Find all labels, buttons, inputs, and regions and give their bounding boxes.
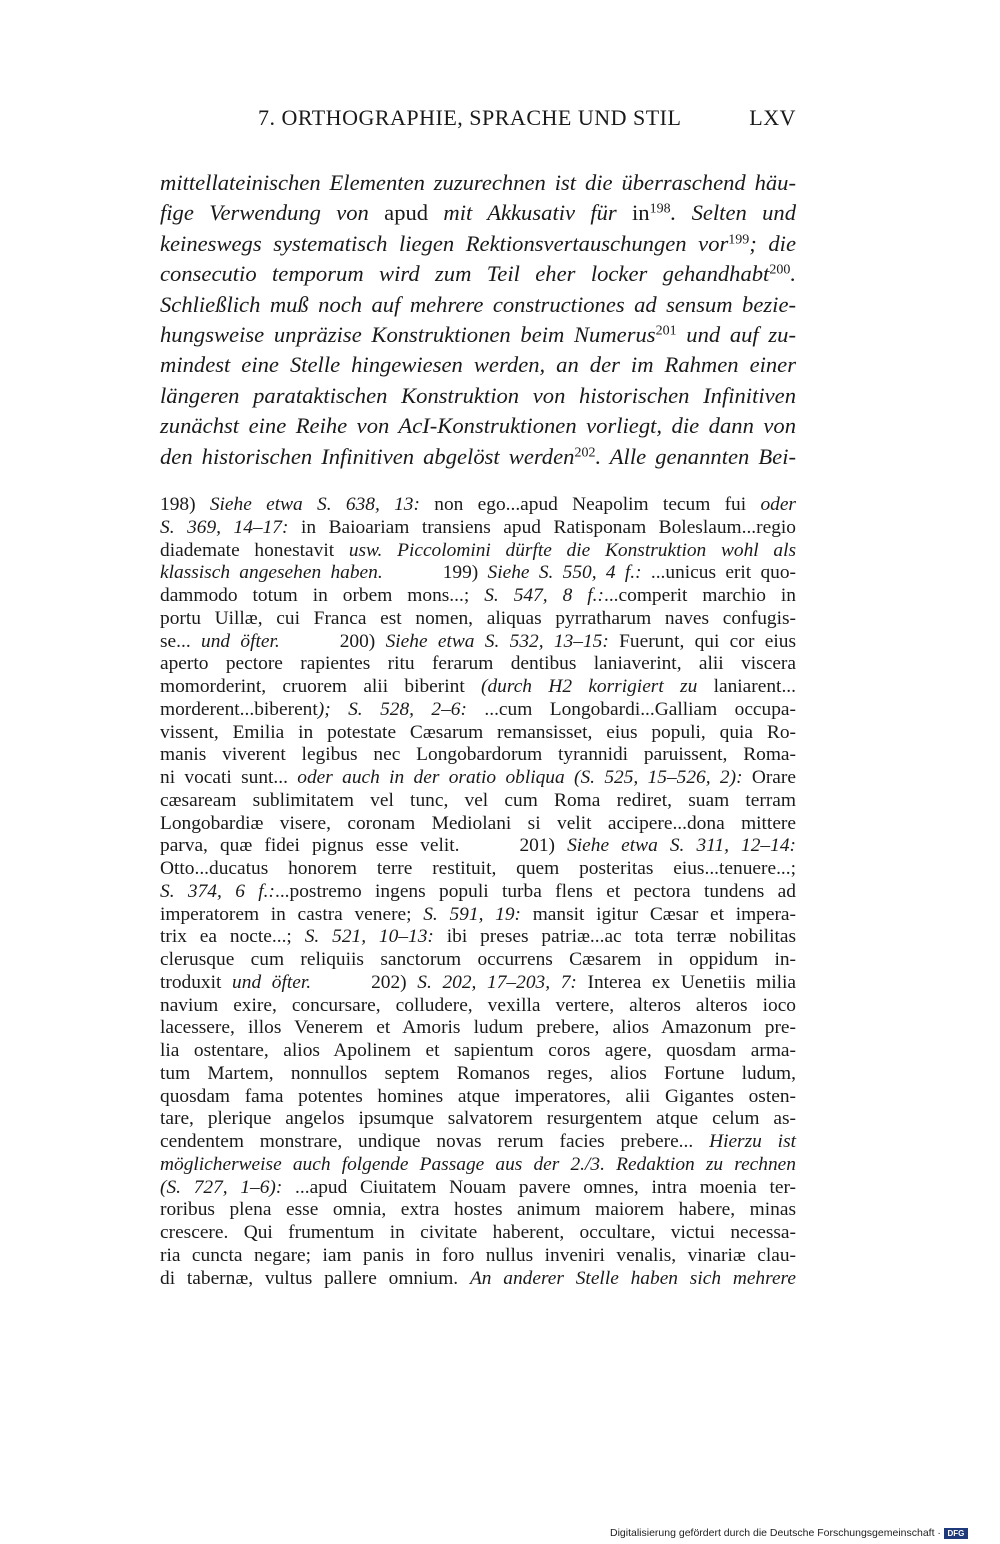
text-line: mindest eine Stelle hingewiesen werden, an der im Rahmen einer (160, 352, 796, 378)
dfg-logo: DFG (944, 1528, 968, 1539)
text-line: zunächst eine Reihe von AcI-Konstruktionen vorliegt, die dann von (160, 413, 796, 439)
footnote-line: parva, quæ fidei pignus esse velit. 201) Siehe etwa S. 311, 12–14: (160, 835, 796, 857)
chapter-title: 7. ORTHOGRAPHIE, SPRACHE UND STIL (258, 105, 682, 130)
text-line: den historischen Infinitiven abgelöst werden$^{202}$. Alle genannten Bei- (160, 443, 796, 469)
footnote-line: aperto pectore rapientes ritu ferarum dentibus laniaverint, alii viscera (160, 653, 796, 675)
running-header (160, 105, 796, 139)
footnote-line: (S. 727, 1–6): ...apud Ciuitatem Nouam pavere omnes, intra moenia ter- (160, 1176, 796, 1198)
text-line: fige Verwendung von apud mit Akkusativ für $in^{198}$. Selten und (160, 200, 796, 226)
credit-text: Digitalisierung gefördert durch die Deutsche Forschungsgemeinschaft · (610, 1527, 941, 1539)
footnote-line: roribus plena esse omnia, extra hostes animum maiorem habere, minas (160, 1199, 796, 1221)
text-line: Schließlich muß noch auf mehrere constructiones ad sensum bezie- (160, 291, 796, 317)
footnote-line: S. 374, 6 f.:...postremo ingens populi turba flens et pectora tundens ad (160, 880, 796, 902)
footnote-line: portu Uillæ, cui Franca est nomen, aliquas pyrratharum naves confugis- (160, 607, 796, 629)
footnote-line: imperatorem in castra venere; S. 591, 19: mansit igitur Cæsar et impera- (160, 903, 796, 925)
footnote-line: cendentem monstrare, undique novas rerum facies prebere... Hierzu ist (160, 1131, 796, 1152)
footnote-line: crescere. Qui frumentum in civitate haberent, occultare, victui necessa- (160, 1222, 796, 1243)
footnote-line: Longobardiæ visere, coronam Mediolani si velit accipere...dona mittere (160, 812, 796, 834)
footnote-line: diademate honestavit usw. Piccolomini dürfte die Konstruktion wohl als (160, 539, 796, 561)
footnote-line: ni vocati sunt... oder auch in der oratio obliqua (S. 525, 15–526, 2): Orare (160, 767, 796, 788)
footnote-line: lia ostentare, alios Apolinem et sapientum coros agere, quosdam arma- (160, 1040, 796, 1061)
footnote-line: clerusque cum reliquiis sanctorum occurrens Cæsarem in oppidum in- (160, 949, 796, 970)
footnote-line: S. 369, 14–17: in Baioariam transiens apud Ratisponam Boleslaum...regio (160, 516, 796, 538)
body-text (160, 168, 796, 472)
text-line: consecutio temporum wird zum Teil eher locker gehandhabt$^{200}$. (160, 261, 796, 287)
text-line: hungsweise unpräzise Konstruktionen beim Numerus$^{201}$ und auf zu- (160, 321, 796, 347)
footnote-line: momorderint, cruorem alii biberint (durch H2 korrigiert zu laniarent... (160, 676, 796, 697)
footnote-line: trix ea nocte...; S. 521, 10–13: ibi preses patriæ...ac tota terræ nobilitas (160, 926, 796, 948)
footnote-ref: 199 (728, 232, 750, 248)
footnote-line: klassisch angesehen haben. 199) Siehe S. 550, 4 f.: ...unicus erit quo- (160, 562, 796, 584)
footnote-line: möglicherweise auch folgende Passage aus der 2./3. Redaktion zu rechnen (160, 1153, 796, 1175)
footnote-line: morderent...biberent); S. 528, 2–6: ...cum Longobardi...Galliam occupa- (160, 698, 796, 720)
text-line: längeren parataktischen Konstruktion von historischen Infinitiven (160, 382, 796, 408)
footnote-line: cæsaream sublimitatem vel tunc, vel cum Roma rediret, suam terram (160, 789, 796, 811)
footnote-line: dammodo totum in orbem mons...; S. 547, 8 f.:...comperit marchio in (160, 585, 796, 606)
footnotes (160, 494, 796, 1290)
footnote-line: lacessere, illos Venerem et Amoris ludum prebere, alios Amazonum pre- (160, 1017, 796, 1039)
footnote-line: navium exire, concursare, colludere, vexilla vertere, alteros alteros ioco (160, 994, 796, 1016)
footnote-line: 198) Siehe etwa S. 638, 13: non ego...apud Neapolim tecum fui oder (160, 494, 796, 515)
footnote-line: tum Martem, nonnullos septem Romanos reges, alios Fortune ludum, (160, 1062, 796, 1084)
page-number: LXV (749, 105, 796, 130)
text-line: keineswegs systematisch liegen Rektionsvertauschungen vor$^{199}$; die (160, 230, 796, 256)
footnote-line: vissent, Emilia in potestate Cæsarum remansisset, eius populi, quia Ro- (160, 721, 796, 743)
footnote-ref: 200 (769, 262, 791, 278)
footnote-line: se... und öfter. 200) Siehe etwa S. 532, 13–15: Fuerunt, qui cor eius (160, 630, 796, 652)
footnote-line: di tabernæ, vultus pallere omnium. An anderer Stelle haben sich mehrere (160, 1267, 796, 1289)
footnote-line: manis viverent legibus nec Longobardorum tyrannidi paruissent, Roma- (160, 744, 796, 766)
footnote-line: ria cuncta negare; iam panis in foro nullus inveniri venalis, vinariæ clau- (160, 1244, 796, 1266)
footnote-line: quosdam fama potentes homines atque imperatores, alii Gigantes osten- (160, 1085, 796, 1107)
footnote-ref: 201 (655, 323, 677, 339)
footnote-ref: 198 (649, 201, 671, 217)
footnote-line: Otto...ducatus honorem terre restituit, quem posteritas eius...tenuere...; (160, 858, 796, 879)
footnote-line: troduxit und öfter. 202) S. 202, 17–203, 7: Interea ex Uenetiis milia (160, 971, 796, 993)
footnote-ref: 202 (574, 444, 596, 460)
footnote-line: tare, plerique angelos ipsumque salvatorem resurgentem atque celum as- (160, 1108, 796, 1130)
text-line: mittellateinischen Elementen zuzurechnen ist die überraschend häu- (160, 170, 796, 195)
digitization-credit (610, 1527, 990, 1541)
